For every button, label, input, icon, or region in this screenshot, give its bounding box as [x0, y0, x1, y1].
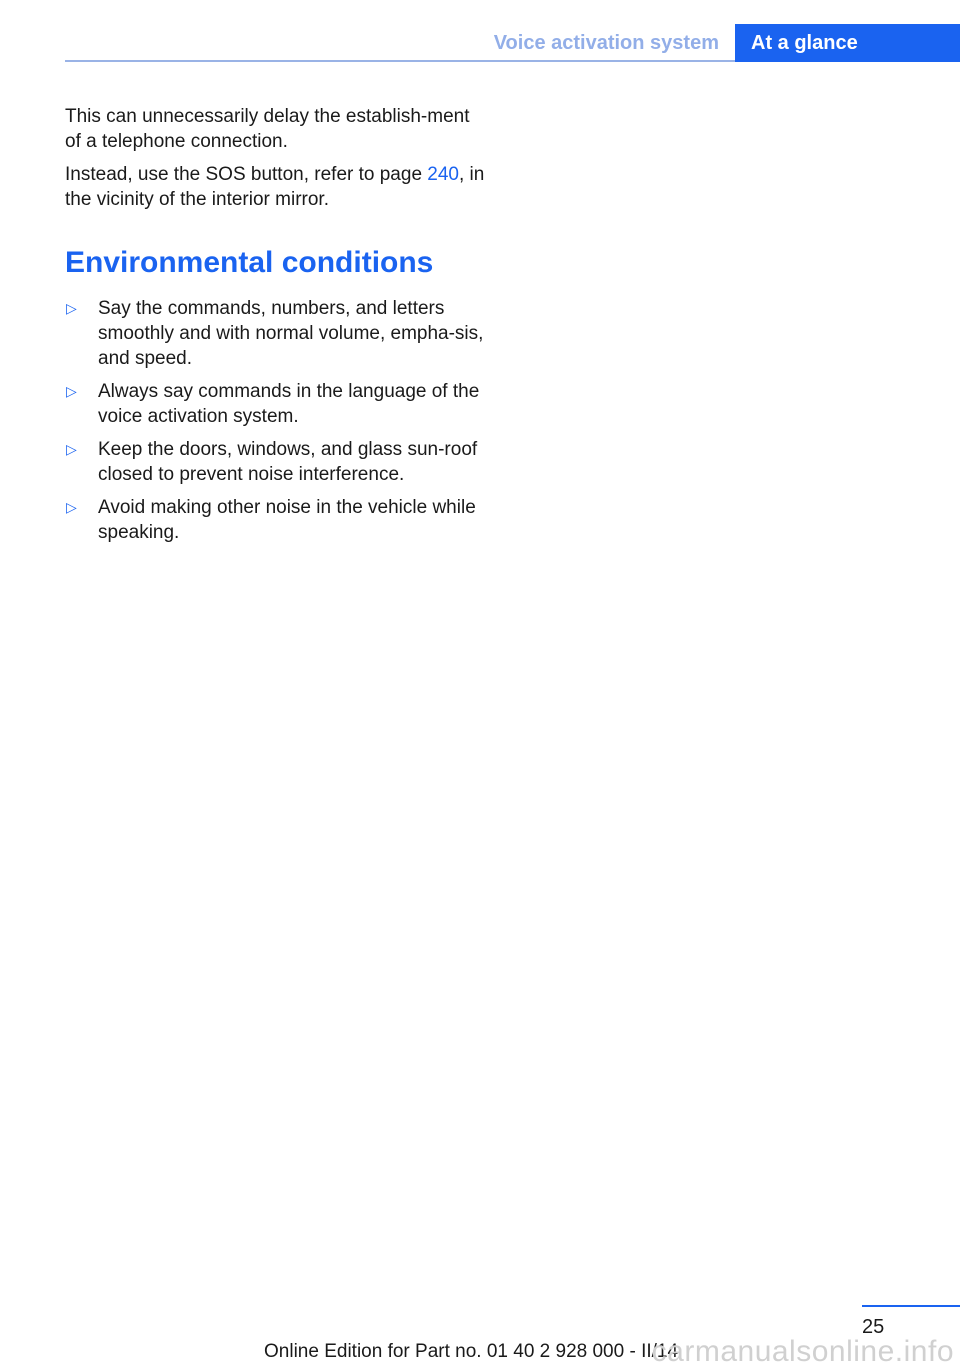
main-content — [65, 104, 485, 553]
intro-text-before-link: Instead, use the SOS button, refer to page — [65, 164, 428, 185]
page-reference-link[interactable]: 240 — [427, 164, 459, 185]
page-header — [65, 24, 960, 62]
section-heading: Environmental conditions — [65, 246, 434, 279]
list-item — [65, 437, 485, 487]
list-item-text: Avoid making other noise in the vehicle while speaking. — [98, 497, 476, 543]
list-item-text: Keep the doors, windows, and glass sun‐roof closed to prevent noise interference. — [98, 439, 478, 485]
conditions-list — [65, 296, 485, 545]
list-item-text: Always say commands in the language of the voice activation system. — [98, 381, 480, 427]
intro-paragraph-2 — [65, 162, 485, 212]
triangle-bullet-icon: ▷ — [66, 300, 77, 316]
watermark: carmanualsonline.info — [651, 1335, 954, 1368]
list-item-text: Say the commands, numbers, and letters smoothly and with normal volume, empha‐sis, and speed. — [98, 298, 484, 369]
list-item — [65, 379, 485, 429]
intro-text-after-link: , in the vicinity of the interior mirror. — [65, 164, 485, 210]
list-item — [65, 296, 485, 371]
triangle-bullet-icon: ▷ — [66, 441, 77, 457]
list-item — [65, 495, 485, 545]
header-section-title: Voice activation system — [493, 32, 719, 54]
triangle-bullet-icon: ▷ — [66, 383, 77, 399]
header-chapter-tab: At a glance — [735, 24, 960, 62]
intro-paragraph-1: This can unnecessarily delay the establish‐ment of a telephone connection. — [65, 106, 470, 152]
page-number: 25 — [862, 1316, 885, 1338]
footer-divider — [862, 1305, 960, 1307]
triangle-bullet-icon: ▷ — [66, 499, 77, 515]
edition-text: Online Edition for Part no. 01 40 2 928 000 - II/14 — [264, 1341, 679, 1362]
